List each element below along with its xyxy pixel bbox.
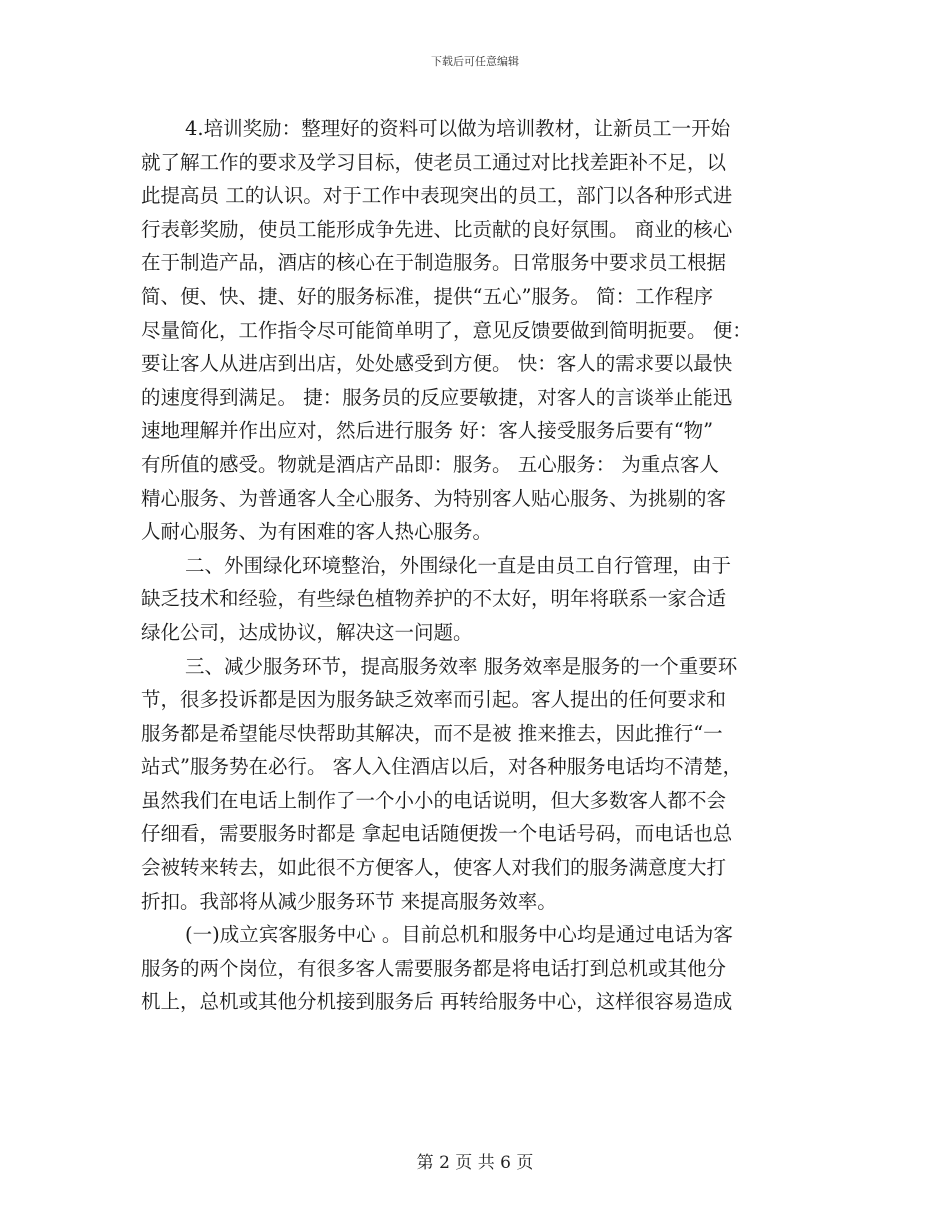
- body-line: 人耐心服务、为有困难的客人热心服务。: [141, 520, 493, 544]
- body-line: 就了解工作的要求及学习目标，使老员工通过对比找差距补不足，以: [141, 150, 727, 174]
- body-line: (一)成立宾客服务中心 。目前总机和服务中心均是通过电话为客: [185, 923, 733, 947]
- body-line: 在于制造产品，酒店的核心在于制造服务。日常服务中要求员工根据: [141, 251, 727, 275]
- body-line: 机上，总机或其他分机接到服务后 再转给服务中心，这样很容易造成: [141, 990, 733, 1014]
- page-header: 下载后可任意编辑: [431, 55, 519, 68]
- body-line: 三、减少服务环节，提高服务效率 服务效率是服务的一个重要环: [185, 654, 738, 678]
- body-line: 此提高员 工的认识。对于工作中表现突出的员工，部门以各种形式进: [141, 184, 733, 208]
- body-line: 缺乏技术和经验，有些绿色植物养护的不太好，明年将联系一家合适: [141, 587, 727, 611]
- body-line: 仔细看，需要服务时都是 拿起电话随便拨一个电话号码，而电话也总: [141, 822, 733, 846]
- body-line: 行表彰奖励，使员工能形成争先进、比贡献的良好氛围。 商业的核心: [141, 217, 733, 241]
- body-line: 二、外围绿化环境整治，外围绿化一直是由员工自行管理，由于: [185, 553, 732, 577]
- body-line: 站式”服务势在必行。 客人入住酒店以后，对各种服务电话均不清楚，: [141, 755, 743, 779]
- body-line: 服务都是希望能尽快帮助其解决，而不是被 推来推去，因此推行“一: [141, 721, 723, 745]
- body-line: 简、便、快、捷、好的服务标准，提供“五心”服务。 简：工作程序: [141, 284, 714, 308]
- body-line: 的速度得到满足。 捷：服务员的反应要敏捷，对客人的言谈举止能迅: [141, 385, 733, 409]
- body-line: 虽然我们在电话上制作了一个小小的电话说明，但大多数客人都不会: [141, 788, 727, 812]
- body-line: 服务的两个岗位，有很多客人需要服务都是将电话打到总机或其他分: [141, 956, 727, 980]
- page-number-footer: 第 2 页 共 6 页: [416, 1153, 534, 1173]
- body-line: 要让客人从进店到出店，处处感受到方便。 快：客人的需求要以最快: [141, 352, 733, 376]
- body-line: 精心服务、为普通客人全心服务、为特别客人贴心服务、为挑剔的客: [141, 486, 727, 510]
- document-body: [141, 112, 811, 1019]
- body-line: 节，很多投诉都是因为服务缺乏效率而引起。客人提出的任何要求和: [141, 688, 727, 712]
- body-line: 4.培训奖励：整理好的资料可以做为培训教材，让新员工一开始: [185, 117, 731, 140]
- body-line: 绿化公司，达成协议，解决这一问题。: [141, 620, 473, 644]
- body-line: 有所值的感受。物就是酒店产品即：服务。 五心服务： 为重点客人: [141, 452, 719, 476]
- body-line: 折扣。我部将从减少服务环节 来提高服务效率。: [141, 889, 557, 913]
- body-line: 会被转来转去，如此很不方便客人，使客人对我们的服务满意度大打: [141, 856, 727, 880]
- body-line: 尽量简化，工作指令尽可能简单明了，意见反馈要做到简明扼要。 便：: [141, 318, 752, 342]
- body-line: 速地理解并作出应对，然后进行服务 好：客人接受服务后要有“物”: [141, 419, 714, 443]
